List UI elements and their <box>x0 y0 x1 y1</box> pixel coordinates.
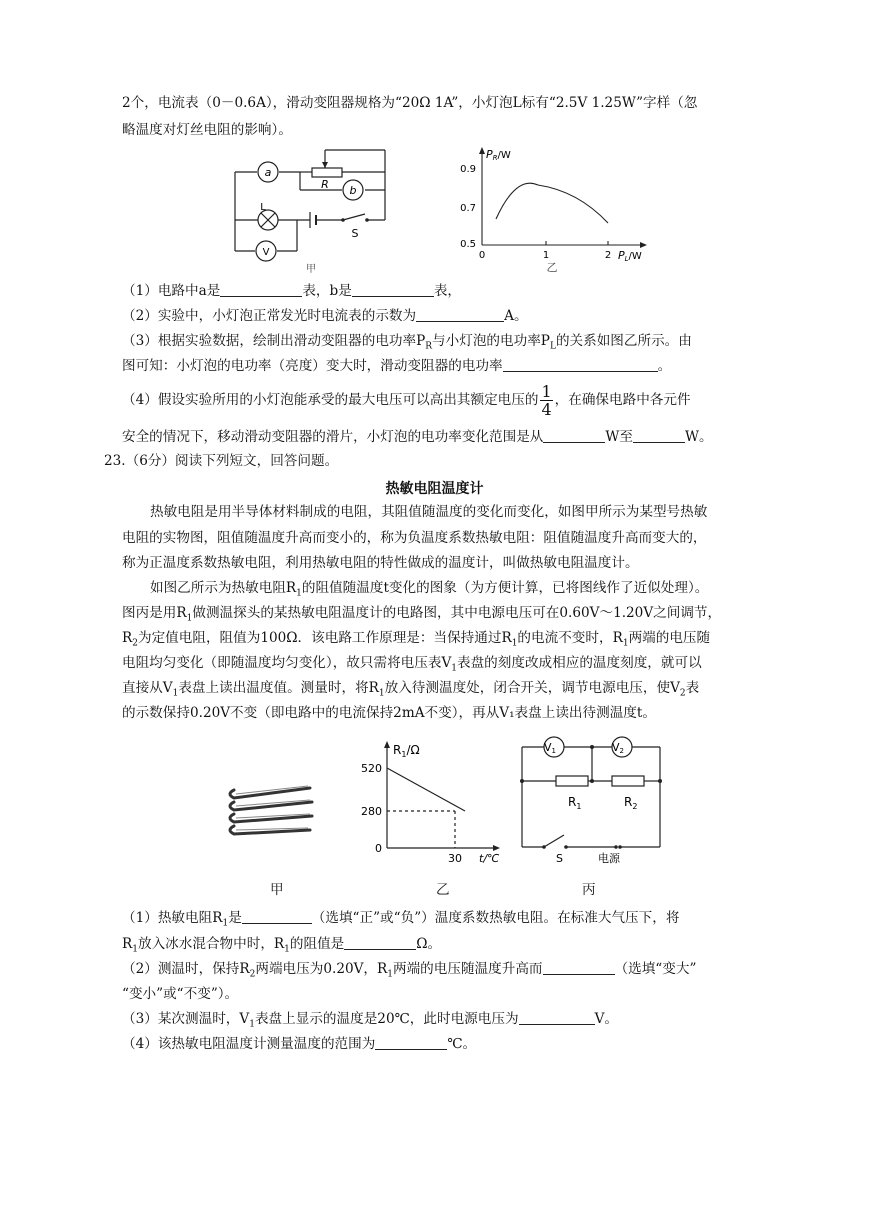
graph23-ytick: 0 <box>375 842 382 855</box>
graph23-ytick: 520 <box>361 762 382 775</box>
label-S: S <box>351 227 359 240</box>
intro-line-2: 略温度对灯丝电阻的影响）。 <box>122 122 292 138</box>
para2-line-3: $R_2$为定值电阻，阻值为100Ω．该电路工作原理是：当保持通过$R_1$的电流不变时，$R_1$两端的电压随 <box>122 630 711 649</box>
q22-part-4-line-2: 安全的情况下，移动滑动变阻器的滑片，小灯泡的电功率变化范围是从 W至 W。 <box>122 429 713 445</box>
graph22-xlabel: PL/W <box>618 249 642 263</box>
q22-part-1: （1）电路中a是 表，b是 表， <box>122 283 461 299</box>
label-a: a <box>264 166 272 179</box>
answer-blank[interactable] <box>344 935 416 950</box>
answer-blank[interactable] <box>543 960 615 975</box>
label-R1: $R_1$ <box>568 795 582 811</box>
r1-line <box>387 768 465 811</box>
q23-part-1-line-2: $R_1$放入冰水混合物中时，$R_1$的阻值是 Ω。 <box>122 936 442 955</box>
label-V1: V1 <box>544 741 556 755</box>
graph23-xtick: 30 <box>448 852 462 865</box>
graph22-ytick: 0.9 <box>460 164 476 175</box>
q23-part-3: （3）某次测温时，$V_1$表盘上显示的温度是20℃，此时电源电压为 V。 <box>122 1011 618 1030</box>
answer-blank[interactable] <box>633 428 685 443</box>
pr-pl-curve <box>496 183 608 223</box>
para2-line-2: 图丙是用$R_1$做测温探头的某热敏电阻温度计的电路图，其中电源电压可在0.60V～1.20V之间调节， <box>122 605 722 624</box>
graph22-ytick: 0.7 <box>460 203 476 214</box>
graph23-ylabel: $R_1/\Omega$ <box>393 743 420 759</box>
para2-line-4: 电阻均匀变化（即随温度均匀变化），故只需将电压表$V_1$表盘的刻度改成相应的温度刻度，就可以 <box>122 655 702 674</box>
thermistor-photo <box>222 772 322 852</box>
caption-bing: 丙 <box>582 882 596 898</box>
caption-jia-22: 甲 <box>306 264 316 275</box>
r1-temperature-graph <box>355 738 520 868</box>
para1-line-3: 称为正温度系数热敏电阻，利用热敏电阻的特性做成的温度计，叫做热敏电阻温度计。 <box>122 555 639 571</box>
label-power-source: 电源 <box>598 852 620 865</box>
label-R2: $R_2$ <box>624 795 638 811</box>
answer-blank[interactable] <box>519 1010 595 1025</box>
intro-line-1: 2个，电流表（0－0.6A），滑动变阻器规格为“20Ω 1A”，小灯泡L标有“2.5V 1.25W”字样（忽 <box>122 95 698 111</box>
para1-line-2: 电阻的实物图，阻值随温度升高而变小的，称为负温度系数热敏电阻：阻值随温度升高而变大的， <box>122 530 707 546</box>
label-L: L <box>260 202 266 213</box>
graph23-ytick: 280 <box>361 805 382 818</box>
thermometer-circuit <box>516 735 666 870</box>
q22-part-3-line-2: 图可知：小灯泡的电功率（亮度）变大时，滑动变阻器的电功率 。 <box>122 358 672 374</box>
answer-blank[interactable] <box>375 1035 447 1050</box>
answer-blank[interactable] <box>220 282 302 297</box>
label-S23: S <box>556 852 563 865</box>
q23-part-2-line-1: （2）测温时，保持$R_2$两端电压为0.20V，$R_1$两端的电压随温度升高而 （选填“变大” <box>122 961 697 980</box>
label-R: R <box>321 178 329 191</box>
caption-yi: 乙 <box>436 882 450 898</box>
answer-blank[interactable] <box>242 909 312 924</box>
label-V: V <box>262 247 270 258</box>
q22-part-3-line-1: （3）根据实验数据，绘制出滑动变阻器的电功率$P_R$与小灯泡的电功率$P_L$的关系如图乙所示。由 <box>122 333 692 352</box>
para2-line-6: 的示数保持0.20V不变（即电路中的电流保持2mA不变），再从V₁表盘上读出待测温度t。 <box>122 705 656 721</box>
para2-line-1: 如图乙所示为热敏电阻$R_1$的阻值随温度t变化的图象（为方便计算，已将图线作了近似处理）。 <box>150 580 709 599</box>
answer-blank[interactable] <box>416 307 504 322</box>
power-graph-yi <box>448 145 663 275</box>
q22-part-4-line-1: （4）假设实验所用的小灯泡能承受的最大电压可以高出其额定电压的 $\frac{1}{4}$ ，在确保电路中各元件 <box>122 382 691 419</box>
graph22-ylabel: PR/W <box>486 148 511 162</box>
q23-part-2-line-2: “变小”或“不变”）。 <box>122 986 239 1002</box>
graph23-xlabel: t/℃ <box>479 852 500 865</box>
para2-line-5: 直接从$V_1$表盘上读出温度值。测量时，将$R_1$放入待测温度处，闭合开关，调节电源电压，使$V_2$表 <box>122 680 700 699</box>
para1-line-1: 热敏电阻是用半导体材料制成的电阻，其阻值随温度的变化而变化，如图甲所示为某型号热敏 <box>150 504 708 520</box>
graph22-xtick: 0 <box>478 250 486 261</box>
answer-blank[interactable] <box>543 428 605 443</box>
label-V2: V2 <box>612 741 624 755</box>
graph22-ytick: 0.5 <box>460 239 476 250</box>
label-b: b <box>349 184 357 197</box>
caption-yi-22: 乙 <box>546 261 558 274</box>
caption-jia: 甲 <box>270 882 284 898</box>
answer-blank[interactable] <box>503 357 658 372</box>
q23-header: 23.（6分）阅读下列短文，回答问题。 <box>104 453 339 469</box>
q22-part-2: （2）实验中，小灯泡正常发光时电流表的示数为 A。 <box>122 308 528 324</box>
article-title: 热敏电阻温度计 <box>385 481 484 497</box>
answer-blank[interactable] <box>352 282 434 297</box>
graph22-xtick: 1 <box>542 250 550 261</box>
q23-part-4: （4）该热敏电阻温度计测量温度的范围为 ℃。 <box>122 1036 477 1052</box>
q23-part-1-line-1: （1）热敏电阻$R_1$是 （选填“正”或“负”）温度系数热敏电阻。在标准大气压下，将 <box>122 910 680 929</box>
graph22-xtick: 2 <box>604 250 612 261</box>
circuit-diagram-jia <box>225 148 405 278</box>
fraction-one-quarter: $\frac{1}{4}$ <box>541 382 552 419</box>
